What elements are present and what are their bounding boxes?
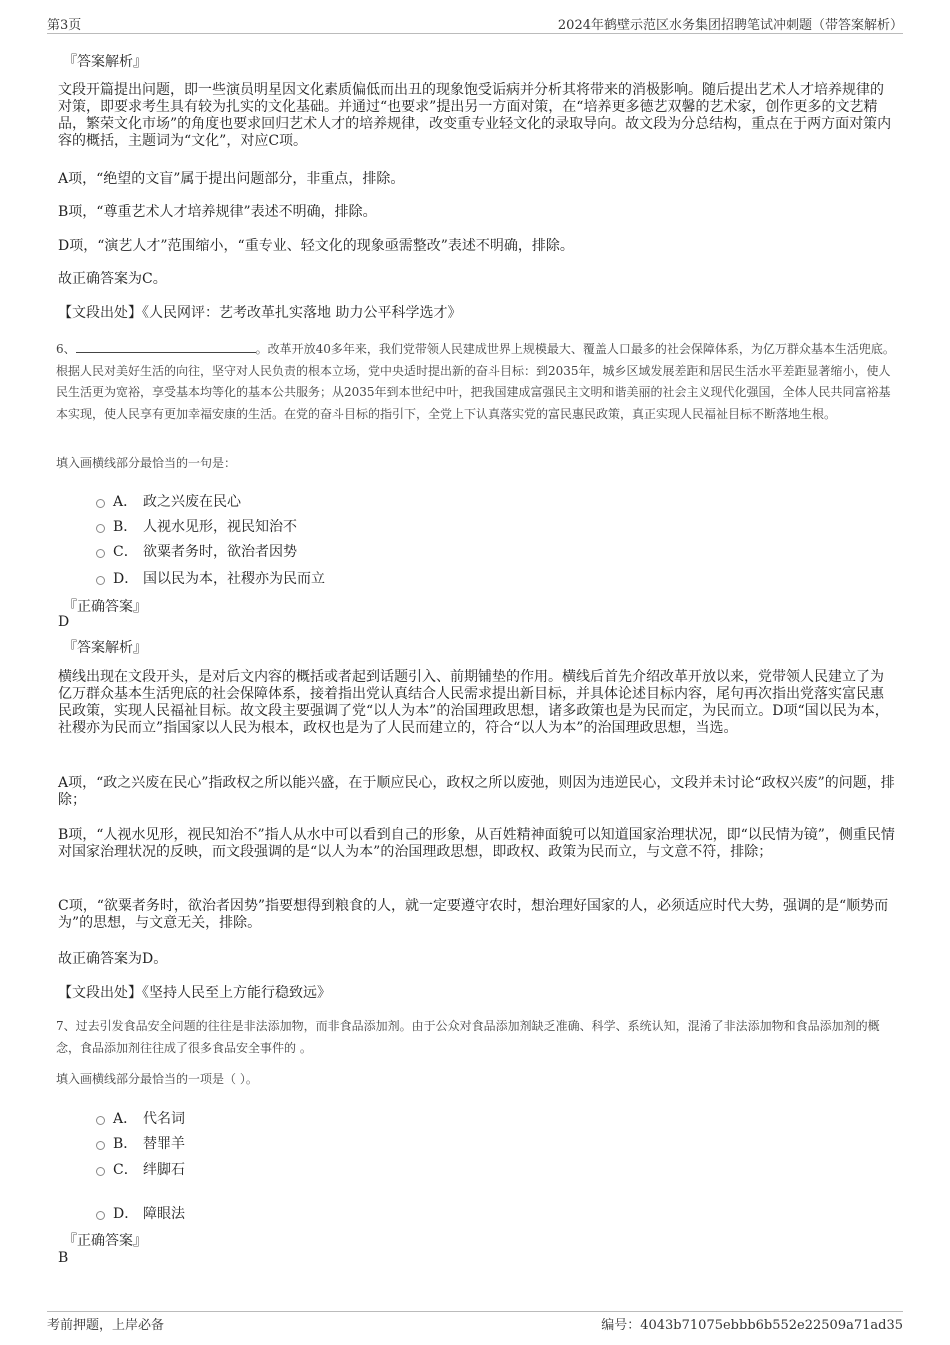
footer-divider xyxy=(47,1311,903,1312)
question-body: 。改革开放40多年来，我们党带领人民建成世界上规模最大、覆盖人口最多的社会保障体系，为亿万群众基本生活兜底。根据人民对美好生活的向往，坚守对人民负责的根本立场，党中央适时提出新的奋斗目标：到2035年，城乡区域发展差距和居民生活水平差距显著缩小，使人民生活更为宽裕，享受基本均等化的基本公共服务；从2035年到本世纪中叶，把我国建成富强民主文明和谐美丽的社会主义现代化强国，全体人民共同富裕基本实现，使人民享有更加幸福安康的生活。在党的奋斗目标的指引下，全党上下认真落实党的富民惠民政策，真正实现人民福祉目标不断落地生根。 xyxy=(56,342,895,421)
radio-icon[interactable] xyxy=(96,499,105,508)
option-c-explanation: C项，“欲粟者务时，欲治者因势”指要想得到粮食的人，就一定要遵守农时，想治理好国家的人，必须适应时代大势，强调的是“顺势而为”的思想，与文意无关，排除。 xyxy=(58,898,889,931)
q7-option-b[interactable]: B． 替罪羊 xyxy=(96,1133,185,1153)
correct-answer-label: 『正确答案』 xyxy=(63,1233,147,1249)
option-d-explanation: D项，“演艺人才”范围缩小，“重专业、轻文化的现象亟需整改”表述不明确，排除。 xyxy=(58,238,574,254)
analysis-text: 横线出现在文段开头，是对后文内容的概括或者起到话题引入、前期铺垫的作用。横线后首先介绍改革开放以来，党带领人民建立了为亿万群众基本生活兜底的社会保障体系，接着指出党认真结合人民需求提出新目标，并具体论述目标内容，尾句再次指出党落实富民惠民政策，实现人民福祉目标。故文段主要强调了党“以人为本”的治国理政思想，诸多政策也是为民而定，为民而立。D项“国以民为本，社稷亦为民而立”指国家以人民为根本，政权也是为了人民而建立的，符合“以人为本”的治国理政思想，当选。 xyxy=(58,669,889,736)
question-6-text xyxy=(56,339,898,425)
correct-answer: B xyxy=(58,1250,69,1266)
radio-icon[interactable] xyxy=(96,1116,105,1125)
fill-blank xyxy=(76,341,256,353)
analysis-label: 『答案解析』 xyxy=(63,54,147,70)
analysis-label: 『答案解析』 xyxy=(63,640,147,656)
radio-icon[interactable] xyxy=(96,549,105,558)
option-a-explanation: A项，“绝望的文盲”属于提出问题部分，非重点，排除。 xyxy=(58,171,405,187)
question-7-prompt: 填入画横线部分最恰当的一项是（ ）。 xyxy=(56,1072,258,1086)
option-a-explanation: A项，“政之兴废在民心”指政权之所以能兴盛，在于顺应民心，政权之所以废弛，则因为违逆民心，文段并未讨论“政权兴废”的问题，排除； xyxy=(58,775,895,808)
document-id: 编号：4043b71075ebbb6b552e22509a71ad35 xyxy=(601,1318,903,1333)
question-number: 6、 xyxy=(56,342,76,356)
source xyxy=(58,305,896,322)
q7-option-a[interactable]: A． 代名词 xyxy=(96,1108,185,1128)
radio-icon[interactable] xyxy=(96,1167,105,1176)
source-title: 《坚持人民至上方能行稳致远》 xyxy=(142,985,331,1001)
radio-icon[interactable] xyxy=(96,1211,105,1220)
source-title: 《人民网评：艺考改革扎实落地 助力公平科学选才》 xyxy=(142,305,462,321)
q7-option-d[interactable]: D． 障眼法 xyxy=(96,1203,185,1223)
source-label: 【文段出处】 xyxy=(58,985,142,1001)
radio-icon[interactable] xyxy=(96,576,105,585)
conclusion: 故正确答案为D。 xyxy=(58,951,168,967)
conclusion: 故正确答案为C。 xyxy=(58,271,167,287)
source-label: 【文段出处】 xyxy=(58,305,142,321)
q6-option-c[interactable]: C． 欲粟者务时，欲治者因势 xyxy=(96,541,297,561)
document-title: 2024年鹤壁示范区水务集团招聘笔试冲刺题（带答案解析） xyxy=(557,18,903,33)
correct-answer: D xyxy=(58,614,70,630)
header-divider xyxy=(47,33,903,34)
q7-option-c[interactable]: C． 绊脚石 xyxy=(96,1159,185,1179)
footer-slogan: 考前押题，上岸必备 xyxy=(47,1318,165,1333)
radio-icon[interactable] xyxy=(96,1141,105,1150)
correct-answer-label: 『正确答案』 xyxy=(63,599,147,615)
source xyxy=(58,985,896,1002)
option-b-explanation: B项，“尊重艺术人才培养规律”表述不明确，排除。 xyxy=(58,204,377,220)
question-7-text: 7、过去引发食品安全问题的往往是非法添加物，而非食品添加剂。由于公众对食品添加剂缺乏准确、科学、系统认知，混淆了非法添加物和食品添加剂的概念，食品添加剂往往成了很多食品安全事件的 。 xyxy=(56,1019,880,1055)
option-b-explanation: B项，“人视水见形，视民知治不”指人从水中可以看到自己的形象，从百姓精神面貌可以知道国家治理状况，即“以民情为镜”，侧重民情对国家治理状况的反映，而文段强调的是“以人为本”的治国理政思想，即政权、政策为民而立，与文意不符，排除； xyxy=(58,827,895,860)
q6-option-a[interactable]: A． 政之兴废在民心 xyxy=(96,491,241,511)
q6-option-b[interactable]: B． 人视水见形，视民知治不 xyxy=(96,516,297,536)
page-number: 第3页 xyxy=(47,18,82,33)
radio-icon[interactable] xyxy=(96,524,105,533)
q6-option-d[interactable]: D． 国以民为本，社稷亦为民而立 xyxy=(96,568,325,588)
question-6-prompt: 填入画横线部分最恰当的一句是： xyxy=(56,456,237,470)
analysis-text: 文段开篇提出问题，即一些演员明星因文化素质偏低而出丑的现象饱受诟病并分析其将带来的消极影响。随后提出艺术人才培养规律的对策，即要求考生具有较为扎实的文化基础。并通过“也要求”提出另一方面对策，在“培养更多德艺双馨的艺术家，创作更多的文艺精品，繁荣文化市场”的角度也要求回归艺术人才的培养规律，改变重专业轻文化的录取导向。故文段为分总结构，重点在于两方面对策内容的概括，主题词为“文化”，对应C项。 xyxy=(58,82,892,149)
